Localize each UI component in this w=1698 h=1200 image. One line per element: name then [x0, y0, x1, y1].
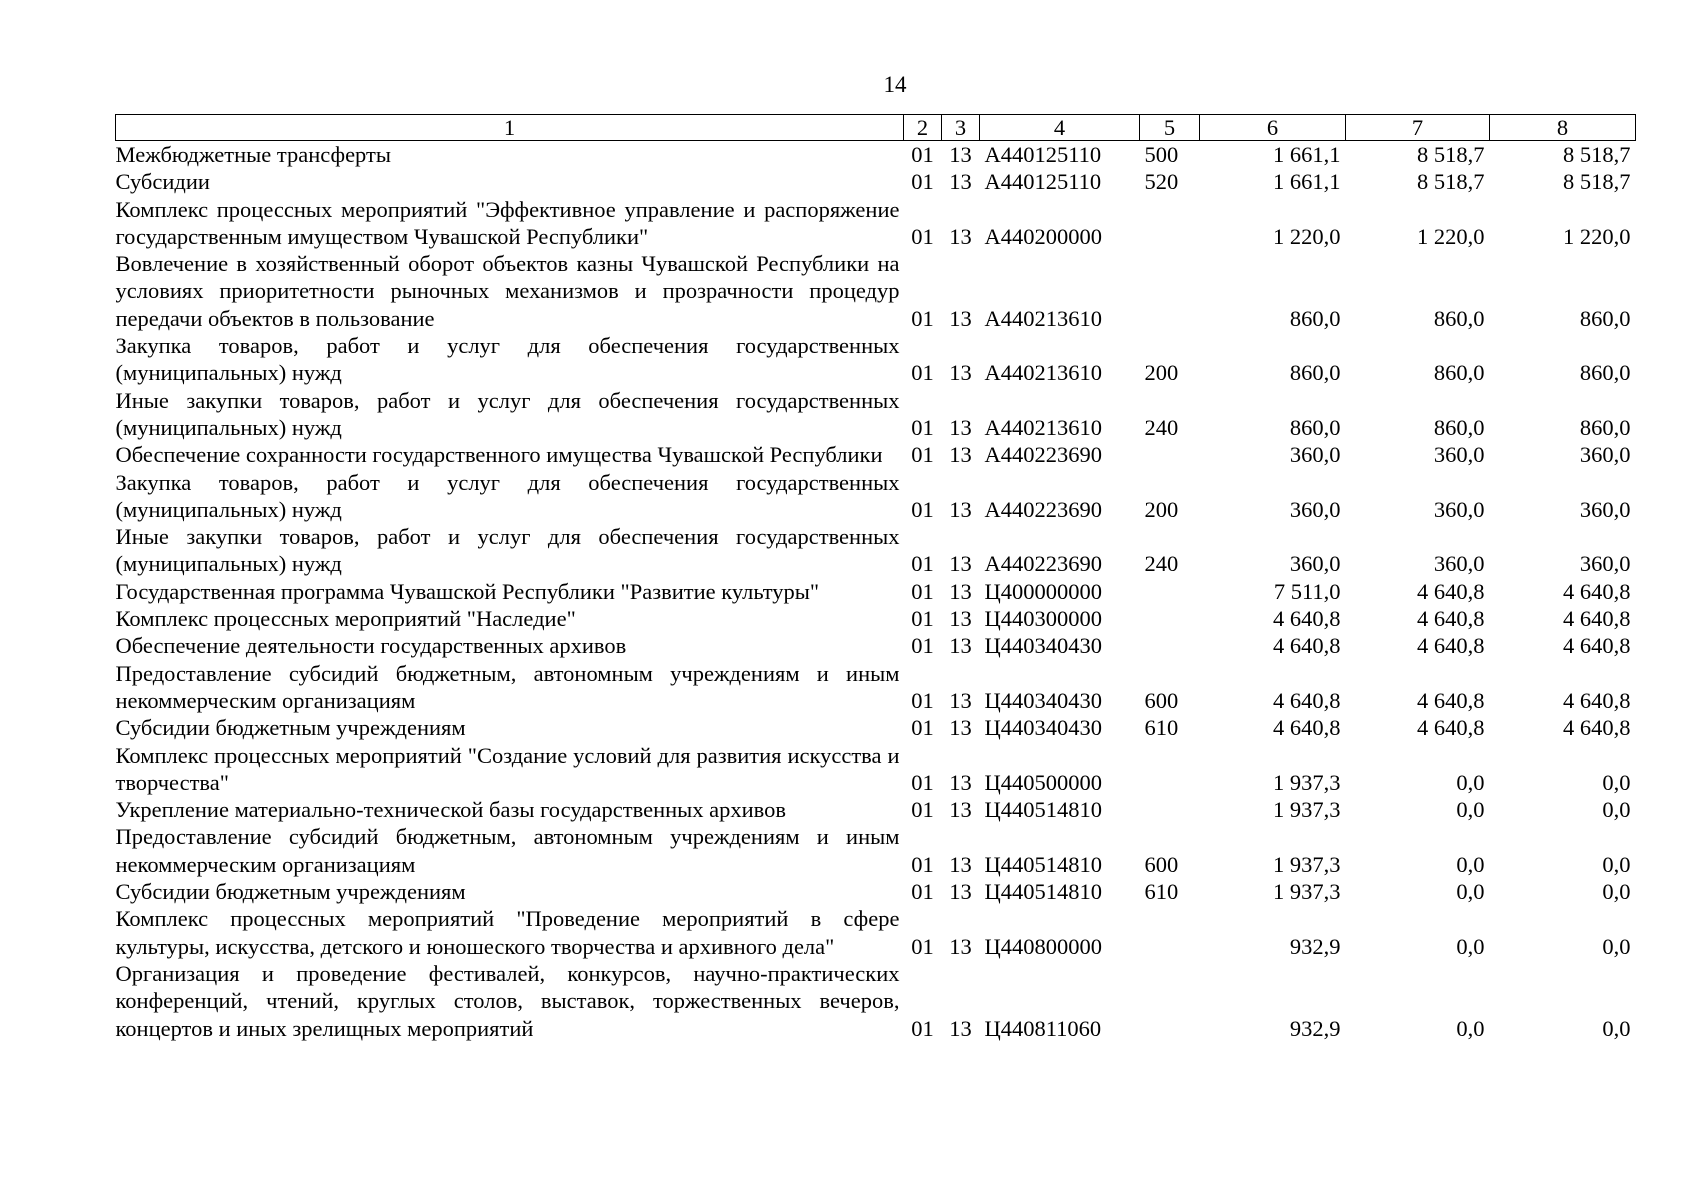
row-section: 01	[911, 879, 934, 905]
row-amount-2: 8 518,7	[1417, 142, 1485, 167]
table-row	[116, 742, 1636, 797]
table-row	[116, 141, 1636, 169]
row-name: Иные закупки товаров, работ и услуг для обеспечения государственных (муниципальных) нужд	[115, 387, 900, 440]
row-name: Межбюджетные трансферты	[115, 142, 391, 167]
row-target-code: А440213610	[984, 414, 1102, 440]
table-row	[116, 960, 1636, 1042]
row-target-code: Ц440340430	[984, 687, 1102, 713]
row-name: Комплекс процессных мероприятий "Создание условий для развития искусства и творчества"	[115, 742, 900, 795]
table-row	[116, 578, 1636, 605]
row-section: 01	[911, 606, 934, 632]
row-subsection: 13	[949, 769, 972, 795]
row-section: 01	[911, 851, 934, 877]
row-subsection: 13	[949, 414, 972, 440]
row-amount-2: 860,0	[1433, 414, 1485, 440]
row-section: 01	[911, 769, 934, 795]
row-section: 01	[911, 933, 934, 959]
row-expense-type	[1140, 441, 1200, 468]
row-name: Организация и проведение фестивалей, конкурсов, научно-практических конференций, чтений, круглых столов, выставок, торжественных вечеров, концертов и иных зрелищных мероприятий	[115, 960, 900, 1041]
row-section: 01	[911, 496, 934, 522]
row-name: Субсидии бюджетным учреждениям	[115, 879, 466, 905]
row-subsection: 13	[949, 169, 972, 195]
row-target-code: А440223690	[984, 442, 1102, 468]
row-expense-type: 610	[1144, 879, 1179, 905]
row-amount-2: 4 640,8	[1417, 578, 1485, 604]
row-expense-type: 520	[1144, 169, 1179, 195]
row-name: Закупка товаров, работ и услуг для обеспечения государственных (муниципальных) нужд	[115, 333, 900, 386]
row-amount-3: 860,0	[1579, 360, 1631, 386]
table-row	[116, 387, 1636, 442]
row-amount-2: 860,0	[1433, 360, 1485, 386]
row-name: Субсидии	[115, 169, 210, 195]
row-name: Вовлечение в хозяйственный оборот объектов казны Чувашской Республики на условиях приоритетности рыночных механизмов и прозрачности процедур передачи объектов в пользование	[115, 251, 900, 331]
row-amount-1: 1 937,3	[1273, 851, 1341, 877]
column-header: 6	[1200, 115, 1346, 141]
row-amount-3: 4 640,8	[1563, 715, 1631, 741]
row-amount-2: 4 640,8	[1417, 687, 1485, 713]
row-amount-3: 4 640,8	[1563, 687, 1631, 713]
table-row	[116, 905, 1636, 960]
row-subsection: 13	[949, 633, 972, 659]
row-expense-type: 600	[1144, 687, 1179, 713]
row-subsection: 13	[949, 1015, 972, 1041]
row-amount-3: 0,0	[1602, 933, 1631, 959]
row-amount-2: 0,0	[1456, 1015, 1485, 1041]
row-name: Закупка товаров, работ и услуг для обеспечения государственных (муниципальных) нужд	[115, 469, 900, 522]
row-target-code: Ц440514810	[984, 797, 1102, 823]
row-amount-1: 360,0	[1289, 551, 1341, 577]
row-target-code: Ц440514810	[984, 879, 1102, 905]
column-header: 1	[116, 115, 904, 141]
row-name: Комплекс процессных мероприятий "Проведение мероприятий в сфере культуры, искусства, детского и юношеского творчества и архивного дела"	[115, 906, 900, 959]
row-amount-2: 0,0	[1456, 851, 1485, 877]
row-amount-3: 0,0	[1602, 769, 1631, 795]
column-header: 7	[1346, 115, 1490, 141]
row-amount-1: 4 640,8	[1273, 633, 1341, 659]
row-amount-3: 4 640,8	[1563, 578, 1631, 604]
table-row	[116, 660, 1636, 715]
row-target-code: Ц400000000	[984, 578, 1102, 604]
row-amount-3: 1 220,0	[1563, 223, 1631, 249]
row-section: 01	[911, 305, 934, 331]
row-amount-3: 360,0	[1579, 551, 1631, 577]
row-amount-3: 4 640,8	[1563, 633, 1631, 659]
row-amount-2: 1 220,0	[1417, 223, 1485, 249]
table-row	[116, 196, 1636, 251]
table-row	[116, 469, 1636, 524]
row-amount-1: 1 661,1	[1273, 142, 1341, 167]
row-subsection: 13	[949, 715, 972, 741]
table-row	[116, 823, 1636, 878]
row-expense-type: 200	[1144, 360, 1179, 386]
row-amount-2: 4 640,8	[1417, 715, 1485, 741]
table-row	[116, 714, 1636, 741]
row-target-code: А440125110	[984, 142, 1102, 167]
row-amount-3: 360,0	[1579, 496, 1631, 522]
row-expense-type	[1140, 796, 1200, 823]
row-amount-1: 932,9	[1289, 1015, 1341, 1041]
row-target-code: А440213610	[984, 305, 1102, 331]
row-target-code: А440125110	[984, 169, 1102, 195]
column-header: 8	[1490, 115, 1636, 141]
row-section: 01	[911, 797, 934, 823]
table-row	[116, 878, 1636, 905]
row-amount-1: 860,0	[1289, 360, 1341, 386]
row-amount-2: 0,0	[1456, 879, 1485, 905]
row-target-code: Ц440340430	[984, 633, 1102, 659]
row-expense-type	[1140, 960, 1200, 1042]
row-amount-1: 360,0	[1289, 442, 1341, 468]
row-subsection: 13	[949, 442, 972, 468]
row-subsection: 13	[949, 606, 972, 632]
row-amount-3: 8 518,7	[1563, 169, 1631, 195]
table-row	[116, 168, 1636, 195]
row-amount-2: 0,0	[1456, 797, 1485, 823]
row-section: 01	[911, 360, 934, 386]
row-amount-2: 860,0	[1433, 305, 1485, 331]
row-expense-type: 200	[1144, 496, 1179, 522]
row-section: 01	[911, 578, 934, 604]
row-subsection: 13	[949, 578, 972, 604]
row-subsection: 13	[949, 851, 972, 877]
row-name: Комплекс процессных мероприятий "Эффективное управление и распоряжение государственным имуществом Чувашской Республики"	[115, 196, 900, 249]
row-amount-3: 860,0	[1579, 305, 1631, 331]
row-name: Обеспечение деятельности государственных архивов	[115, 633, 627, 659]
row-target-code: Ц440300000	[984, 606, 1102, 632]
row-amount-1: 7 511,0	[1273, 578, 1341, 604]
row-amount-3: 0,0	[1602, 797, 1631, 823]
row-name: Укрепление материально-технической базы государственных архивов	[115, 797, 787, 823]
row-name: Субсидии бюджетным учреждениям	[115, 715, 466, 741]
row-name: Обеспечение сохранности государственного имущества Чувашской Республики	[115, 442, 883, 468]
row-section: 01	[911, 715, 934, 741]
row-amount-3: 360,0	[1579, 442, 1631, 468]
row-expense-type: 240	[1144, 414, 1179, 440]
row-target-code: А440200000	[984, 223, 1102, 249]
table-row	[116, 441, 1636, 468]
row-target-code: А440213610	[984, 360, 1102, 386]
row-subsection: 13	[949, 305, 972, 331]
table-row	[116, 796, 1636, 823]
row-expense-type	[1140, 605, 1200, 632]
row-amount-3: 0,0	[1602, 1015, 1631, 1041]
row-subsection: 13	[949, 223, 972, 249]
row-amount-3: 860,0	[1579, 414, 1631, 440]
row-amount-1: 4 640,8	[1273, 687, 1341, 713]
row-amount-1: 1 937,3	[1273, 879, 1341, 905]
row-name: Предоставление субсидий бюджетным, автономным учреждениям и иным некоммерческим организациям	[115, 824, 900, 877]
table-row	[116, 332, 1636, 387]
row-expense-type: 600	[1144, 851, 1179, 877]
row-subsection: 13	[949, 551, 972, 577]
column-header: 5	[1140, 115, 1200, 141]
row-name: Иные закупки товаров, работ и услуг для обеспечения государственных (муниципальных) нужд	[115, 524, 900, 577]
row-amount-1: 4 640,8	[1273, 606, 1341, 632]
row-target-code: Ц440500000	[984, 769, 1102, 795]
row-amount-2: 360,0	[1433, 442, 1485, 468]
row-expense-type: 240	[1144, 551, 1179, 577]
row-section: 01	[911, 223, 934, 249]
row-subsection: 13	[949, 687, 972, 713]
row-subsection: 13	[949, 496, 972, 522]
row-subsection: 13	[949, 797, 972, 823]
table-body	[116, 141, 1636, 1042]
row-amount-1: 860,0	[1289, 305, 1341, 331]
row-amount-1: 4 640,8	[1273, 715, 1341, 741]
row-section: 01	[911, 687, 934, 713]
table-header-row	[116, 115, 1636, 141]
row-section: 01	[911, 442, 934, 468]
row-amount-3: 4 640,8	[1563, 606, 1631, 632]
row-subsection: 13	[949, 879, 972, 905]
row-target-code: Ц440340430	[984, 715, 1102, 741]
table-row	[116, 605, 1636, 632]
row-expense-type	[1140, 196, 1200, 251]
row-target-code: Ц440811060	[984, 1015, 1102, 1041]
row-amount-1: 1 937,3	[1273, 797, 1341, 823]
row-subsection: 13	[949, 933, 972, 959]
row-expense-type	[1140, 632, 1200, 659]
row-section: 01	[911, 142, 934, 167]
row-target-code: Ц440514810	[984, 851, 1102, 877]
row-name: Комплекс процессных мероприятий "Наследие"	[115, 606, 576, 632]
row-amount-2: 8 518,7	[1417, 169, 1485, 195]
row-expense-type	[1140, 250, 1200, 332]
row-amount-2: 360,0	[1433, 551, 1485, 577]
row-target-code: А440223690	[984, 496, 1102, 522]
row-subsection: 13	[949, 360, 972, 386]
column-header: 3	[942, 115, 980, 141]
table-row	[116, 632, 1636, 659]
row-amount-2: 0,0	[1456, 769, 1485, 795]
row-amount-1: 1 220,0	[1273, 223, 1341, 249]
row-amount-1: 860,0	[1289, 414, 1341, 440]
row-section: 01	[911, 633, 934, 659]
row-section: 01	[911, 551, 934, 577]
row-expense-type: 500	[1144, 142, 1179, 167]
row-amount-2: 4 640,8	[1417, 633, 1485, 659]
table-row	[116, 523, 1636, 578]
row-section: 01	[911, 169, 934, 195]
row-section: 01	[911, 1015, 934, 1041]
row-expense-type	[1140, 578, 1200, 605]
row-name: Государственная программа Чувашской Республики "Развитие культуры"	[115, 578, 820, 604]
row-amount-1: 932,9	[1289, 933, 1341, 959]
row-name: Предоставление субсидий бюджетным, автономным учреждениям и иным некоммерческим организациям	[115, 660, 900, 713]
column-header: 2	[904, 115, 942, 141]
row-amount-3: 0,0	[1602, 851, 1631, 877]
row-amount-2: 4 640,8	[1417, 606, 1485, 632]
page-number: 14	[883, 72, 907, 97]
row-expense-type	[1140, 905, 1200, 960]
budget-table	[115, 114, 1636, 1042]
row-amount-2: 0,0	[1456, 933, 1485, 959]
table-row	[116, 250, 1636, 332]
row-expense-type	[1140, 742, 1200, 797]
row-target-code: А440223690	[984, 551, 1102, 577]
row-amount-3: 8 518,7	[1563, 142, 1631, 167]
row-section: 01	[911, 414, 934, 440]
row-subsection: 13	[949, 142, 972, 167]
row-expense-type: 610	[1144, 715, 1179, 741]
row-amount-1: 1 661,1	[1273, 169, 1341, 195]
row-amount-1: 360,0	[1289, 496, 1341, 522]
row-amount-2: 360,0	[1433, 496, 1485, 522]
column-header: 4	[980, 115, 1140, 141]
row-amount-3: 0,0	[1602, 879, 1631, 905]
row-amount-1: 1 937,3	[1273, 769, 1341, 795]
row-target-code: Ц440800000	[984, 933, 1102, 959]
